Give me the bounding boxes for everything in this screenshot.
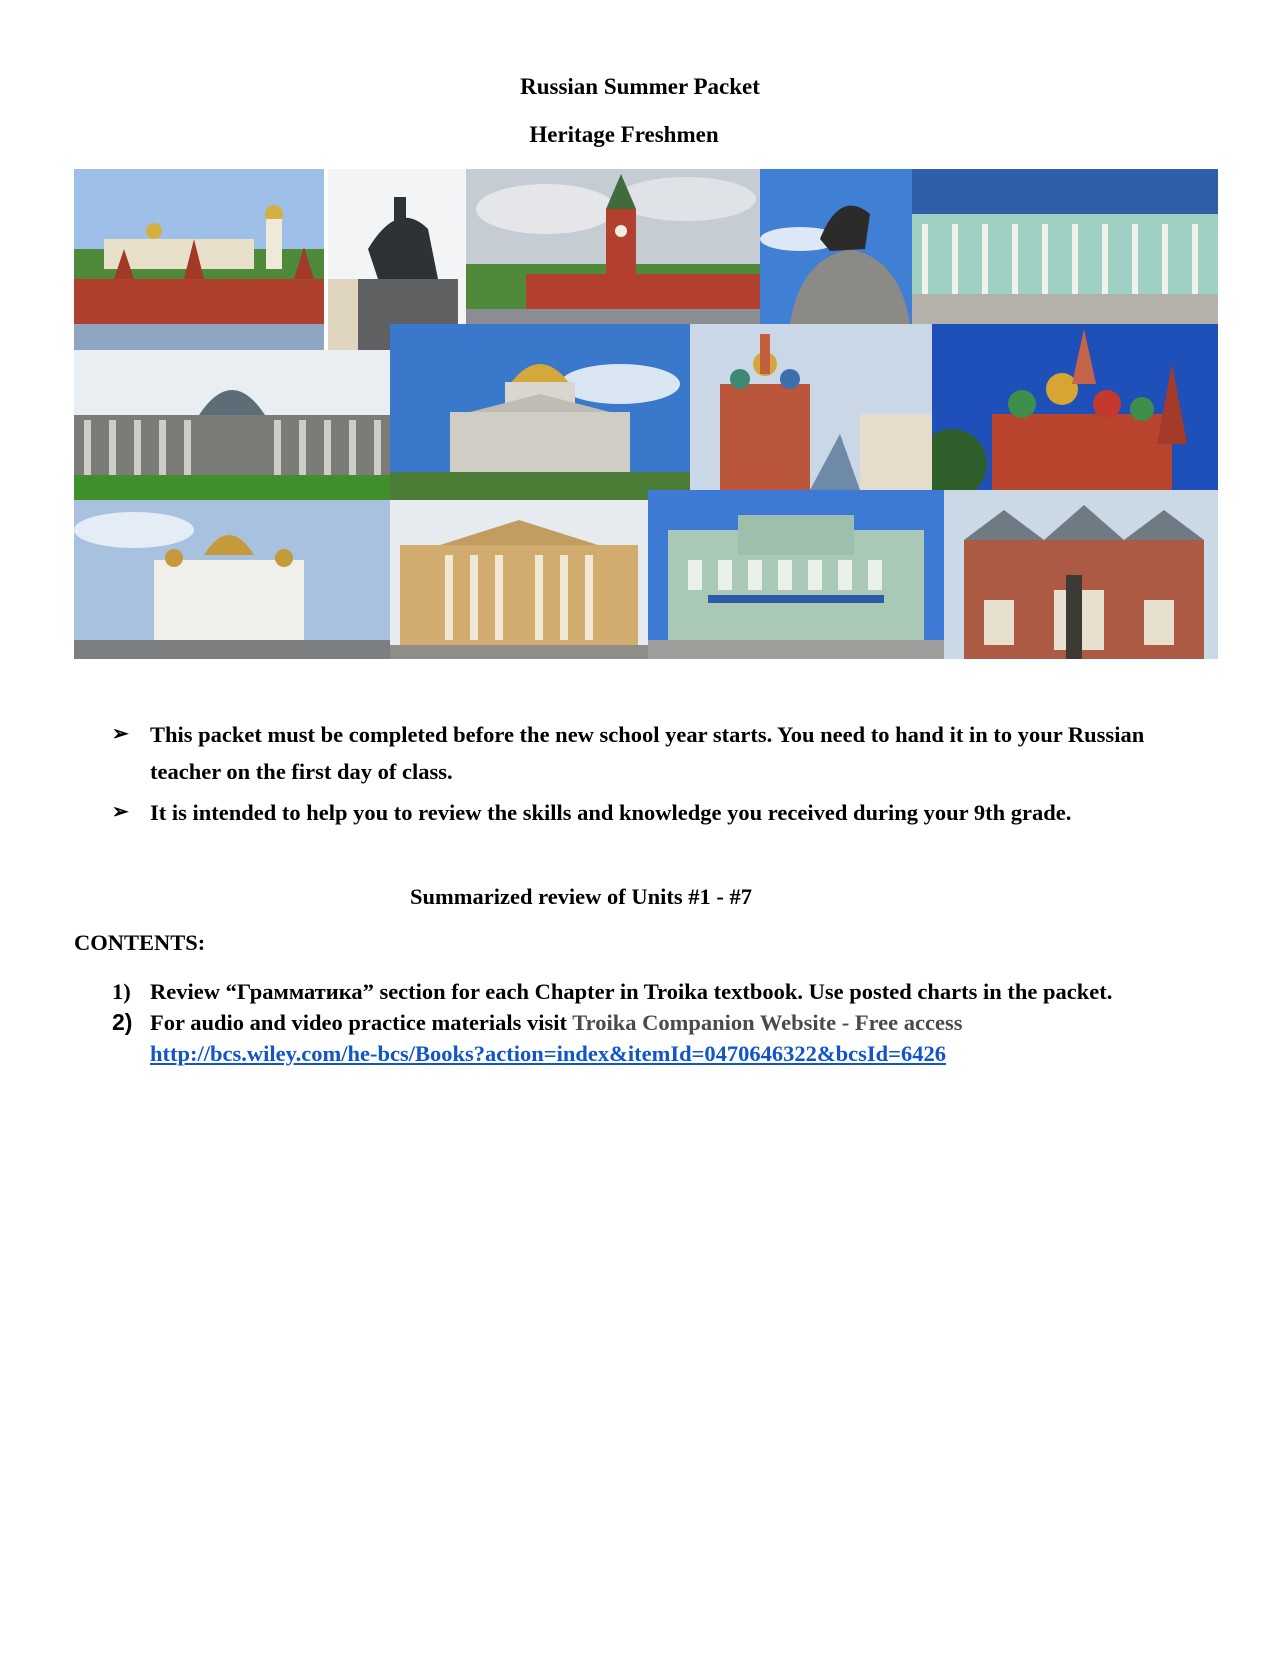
photo-christ-the-saviour <box>74 500 390 659</box>
companion-website-label: Troika Companion Website - Free access <box>572 1010 963 1035</box>
item-number: 1) <box>112 979 131 1004</box>
photo-kremlin-palace <box>74 169 324 350</box>
item-number: 2) <box>112 1009 133 1035</box>
document-subtitle: Heritage Freshmen <box>529 122 719 147</box>
photo-spasskaya-tower <box>466 169 760 324</box>
photo-st-basils-cathedral <box>932 324 1218 490</box>
photo-st-isaacs-cathedral <box>390 324 690 500</box>
photo-winter-palace <box>912 169 1218 324</box>
companion-website-link[interactable]: http://bcs.wiley.com/he-bcs/Books?action=index&itemId=0470646322&bcsId=6426 <box>150 1041 946 1066</box>
photo-kazan-cathedral <box>74 350 390 500</box>
arrow-bullet-icon: ➢ <box>112 801 129 823</box>
photo-bolshoi-theatre <box>390 500 648 659</box>
item-text: Review “Грамматика” section for each Chapter in Troika textbook. Use posted charts in the packet. <box>150 979 1113 1004</box>
photo-mariinsky-theatre <box>648 490 944 659</box>
instruction-text: It is intended to help you to review the skills and knowledge you received during your 9th grade. <box>150 800 1072 825</box>
contents-item <box>112 976 1192 1007</box>
instruction-text: This packet must be completed before the new school year starts. You need to hand it in to your Russian teacher on the first day of class. <box>150 722 1145 784</box>
contents-heading: CONTENTS: <box>74 930 206 955</box>
landmarks-photo-collage <box>74 169 1218 659</box>
item-text: For audio and video practice materials visit <box>150 1010 573 1035</box>
document-title: Russian Summer Packet <box>520 74 760 99</box>
instruction-item <box>112 716 1192 790</box>
photo-dolgoruky-statue <box>328 169 466 350</box>
summary-heading: Summarized review of Units #1 - #7 <box>410 884 753 909</box>
contents-list <box>112 976 1192 1069</box>
contents-item <box>112 1007 1192 1069</box>
photo-church-savior-on-blood <box>690 324 932 490</box>
photo-bronze-horseman <box>760 169 912 324</box>
instruction-item <box>112 794 1192 831</box>
photo-tretyakov-gallery <box>944 490 1218 659</box>
arrow-bullet-icon: ➢ <box>112 723 129 745</box>
packet-instructions <box>112 716 1192 835</box>
